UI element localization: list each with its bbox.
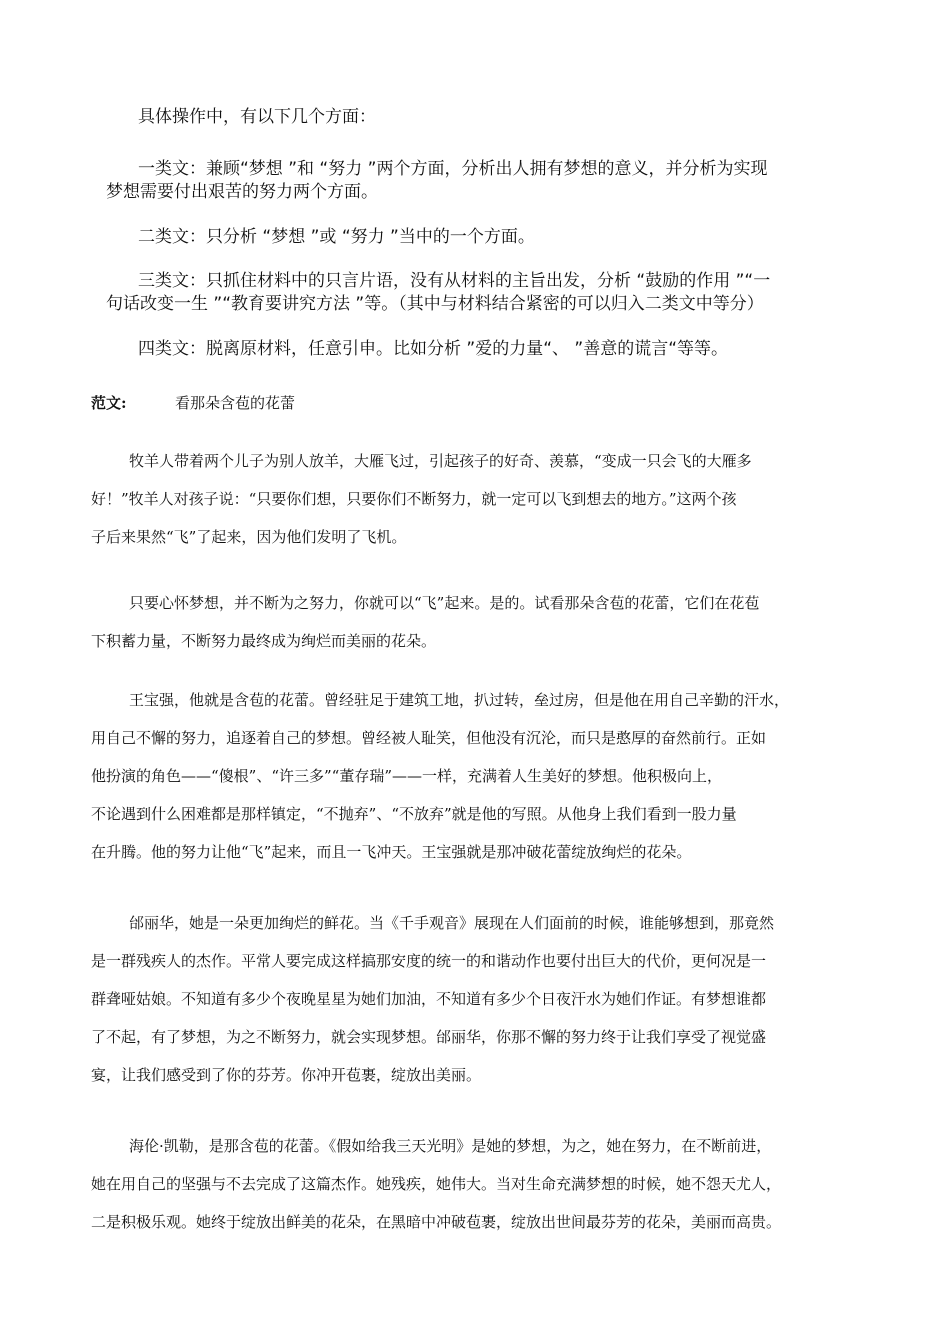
essay-paragraph-1 [91, 442, 871, 556]
category-one-line-2: 梦想需要付出艰苦的努力两个方面。 [106, 182, 378, 202]
paragraph-line: 在升腾。他的努力让他“飞”起来，而且一飞冲天。王宝强就是那冲破花蕾绽放绚烂的花朵。 [91, 843, 692, 861]
category-four [106, 338, 866, 361]
paragraph-line: 子后来果然“飞”了起来，因为他们发明了飞机。 [91, 528, 407, 546]
paragraph-line: 不论遇到什么困难都是那样镇定，“不抛弃”、“不放弃”就是他的写照。从他身上我们看到一股力量 [91, 805, 737, 823]
essay-paragraph-2 [91, 584, 871, 660]
category-one [106, 158, 866, 204]
categories-intro: 具体操作中，有以下几个方面： [138, 107, 376, 127]
paragraph-line: 下积蓄力量，不断努力最终成为绚烂而美丽的花朵。 [91, 632, 437, 650]
model-essay-title: 看那朵含苞的花蕾 [175, 394, 296, 412]
grading-categories [106, 106, 866, 129]
essay-paragraph-4 [91, 904, 871, 1094]
essay-paragraph-5 [91, 1127, 871, 1241]
category-three-line-2: 句话改变一生 ”“教育要讲究方法 ”等。（其中与材料结合紧密的可以归入二类文中等分） [106, 294, 764, 314]
paragraph-line: 宴，让我们感受到了你的芬芳。你冲开苞裹，绽放出美丽。 [91, 1066, 482, 1084]
category-two [106, 226, 866, 249]
essay-paragraph-3 [91, 681, 871, 871]
paragraph-line: 海伦·凯勒，是那含苞的花蕾。《假如给我三天光明》是她的梦想，为之，她在努力，在不断前进， [129, 1137, 772, 1155]
paragraph-line: 邰丽华，她是一朵更加绚烂的鲜花。当《千手观音》展现在人们面前的时候，谁能够想到，那竟然 [129, 914, 775, 932]
model-essay-label: 范文: [91, 394, 127, 412]
paragraph-line: 是一群残疾人的杰作。平常人要完成这样搞那安度的统一的和谐动作也要付出巨大的代价，更何况是一 [91, 952, 767, 970]
paragraph-line: 牧羊人带着两个儿子为别人放羊，大雁飞过，引起孩子的好奇、羡慕，“变成一只会飞的大雁多 [129, 452, 752, 470]
paragraph-line: 用自己不懈的努力，追逐着自己的梦想。曾经被人耻笑，但他没有沉沦，而只是憨厚的奋然前行。正如 [91, 729, 767, 747]
paragraph-line: 好！”牧羊人对孩子说：“只要你们想，只要你们不断努力，就一定可以飞到想去的地方。”这两个孩 [91, 490, 737, 508]
category-two-line: 二类文：只分析 “梦想 ”或 “努力 ”当中的一个方面。 [138, 227, 535, 247]
paragraph-line: 了不起，有了梦想，为之不断努力，就会实现梦想。邰丽华，你那不懈的努力终于让我们享受了视觉盛 [91, 1028, 767, 1046]
paragraph-line: 二是积极乐观。她终于绽放出鲜美的花朵，在黑暗中冲破苞裹，绽放出世间最芬芳的花朵，美丽而高贵。 [91, 1213, 782, 1231]
paragraph-line: 群聋哑姑娘。不知道有多少个夜晚星星为她们加油，不知道有多少个日夜汗水为她们作证。有梦想谁都 [91, 990, 767, 1008]
model-essay-heading [91, 392, 295, 414]
category-three [106, 270, 866, 316]
paragraph-line: 她在用自己的坚强与不去完成了这篇杰作。她残疾，她伟大。当对生命充满梦想的时候，她不怨天尤人， [91, 1175, 782, 1193]
category-one-line-1: 一类文：兼顾“梦想 ”和 “努力 ”两个方面，分析出人拥有梦想的意义，并分析为实现 [138, 159, 768, 179]
paragraph-line: 他扮演的角色——“傻根”、“许三多”“董存瑞”——一样，充满着人生美好的梦想。他积极向上， [91, 767, 723, 785]
paragraph-line: 只要心怀梦想，并不断为之努力，你就可以“飞”起来。是的。试看那朵含苞的花蕾，它们在花苞 [129, 594, 760, 612]
category-three-line-1: 三类文：只抓住材料中的只言片语，没有从材料的主旨出发，分析 “鼓励的作用 ”“一 [138, 271, 771, 291]
paragraph-line: 王宝强，他就是含苞的花蕾。曾经驻足于建筑工地，扒过转，垒过房，但是他在用自己辛勤的汗水， [129, 691, 790, 709]
category-four-line: 四类文：脱离原材料，任意引申。比如分析 ”爱的力量“、 ”善意的谎言“等等。 [138, 339, 729, 359]
